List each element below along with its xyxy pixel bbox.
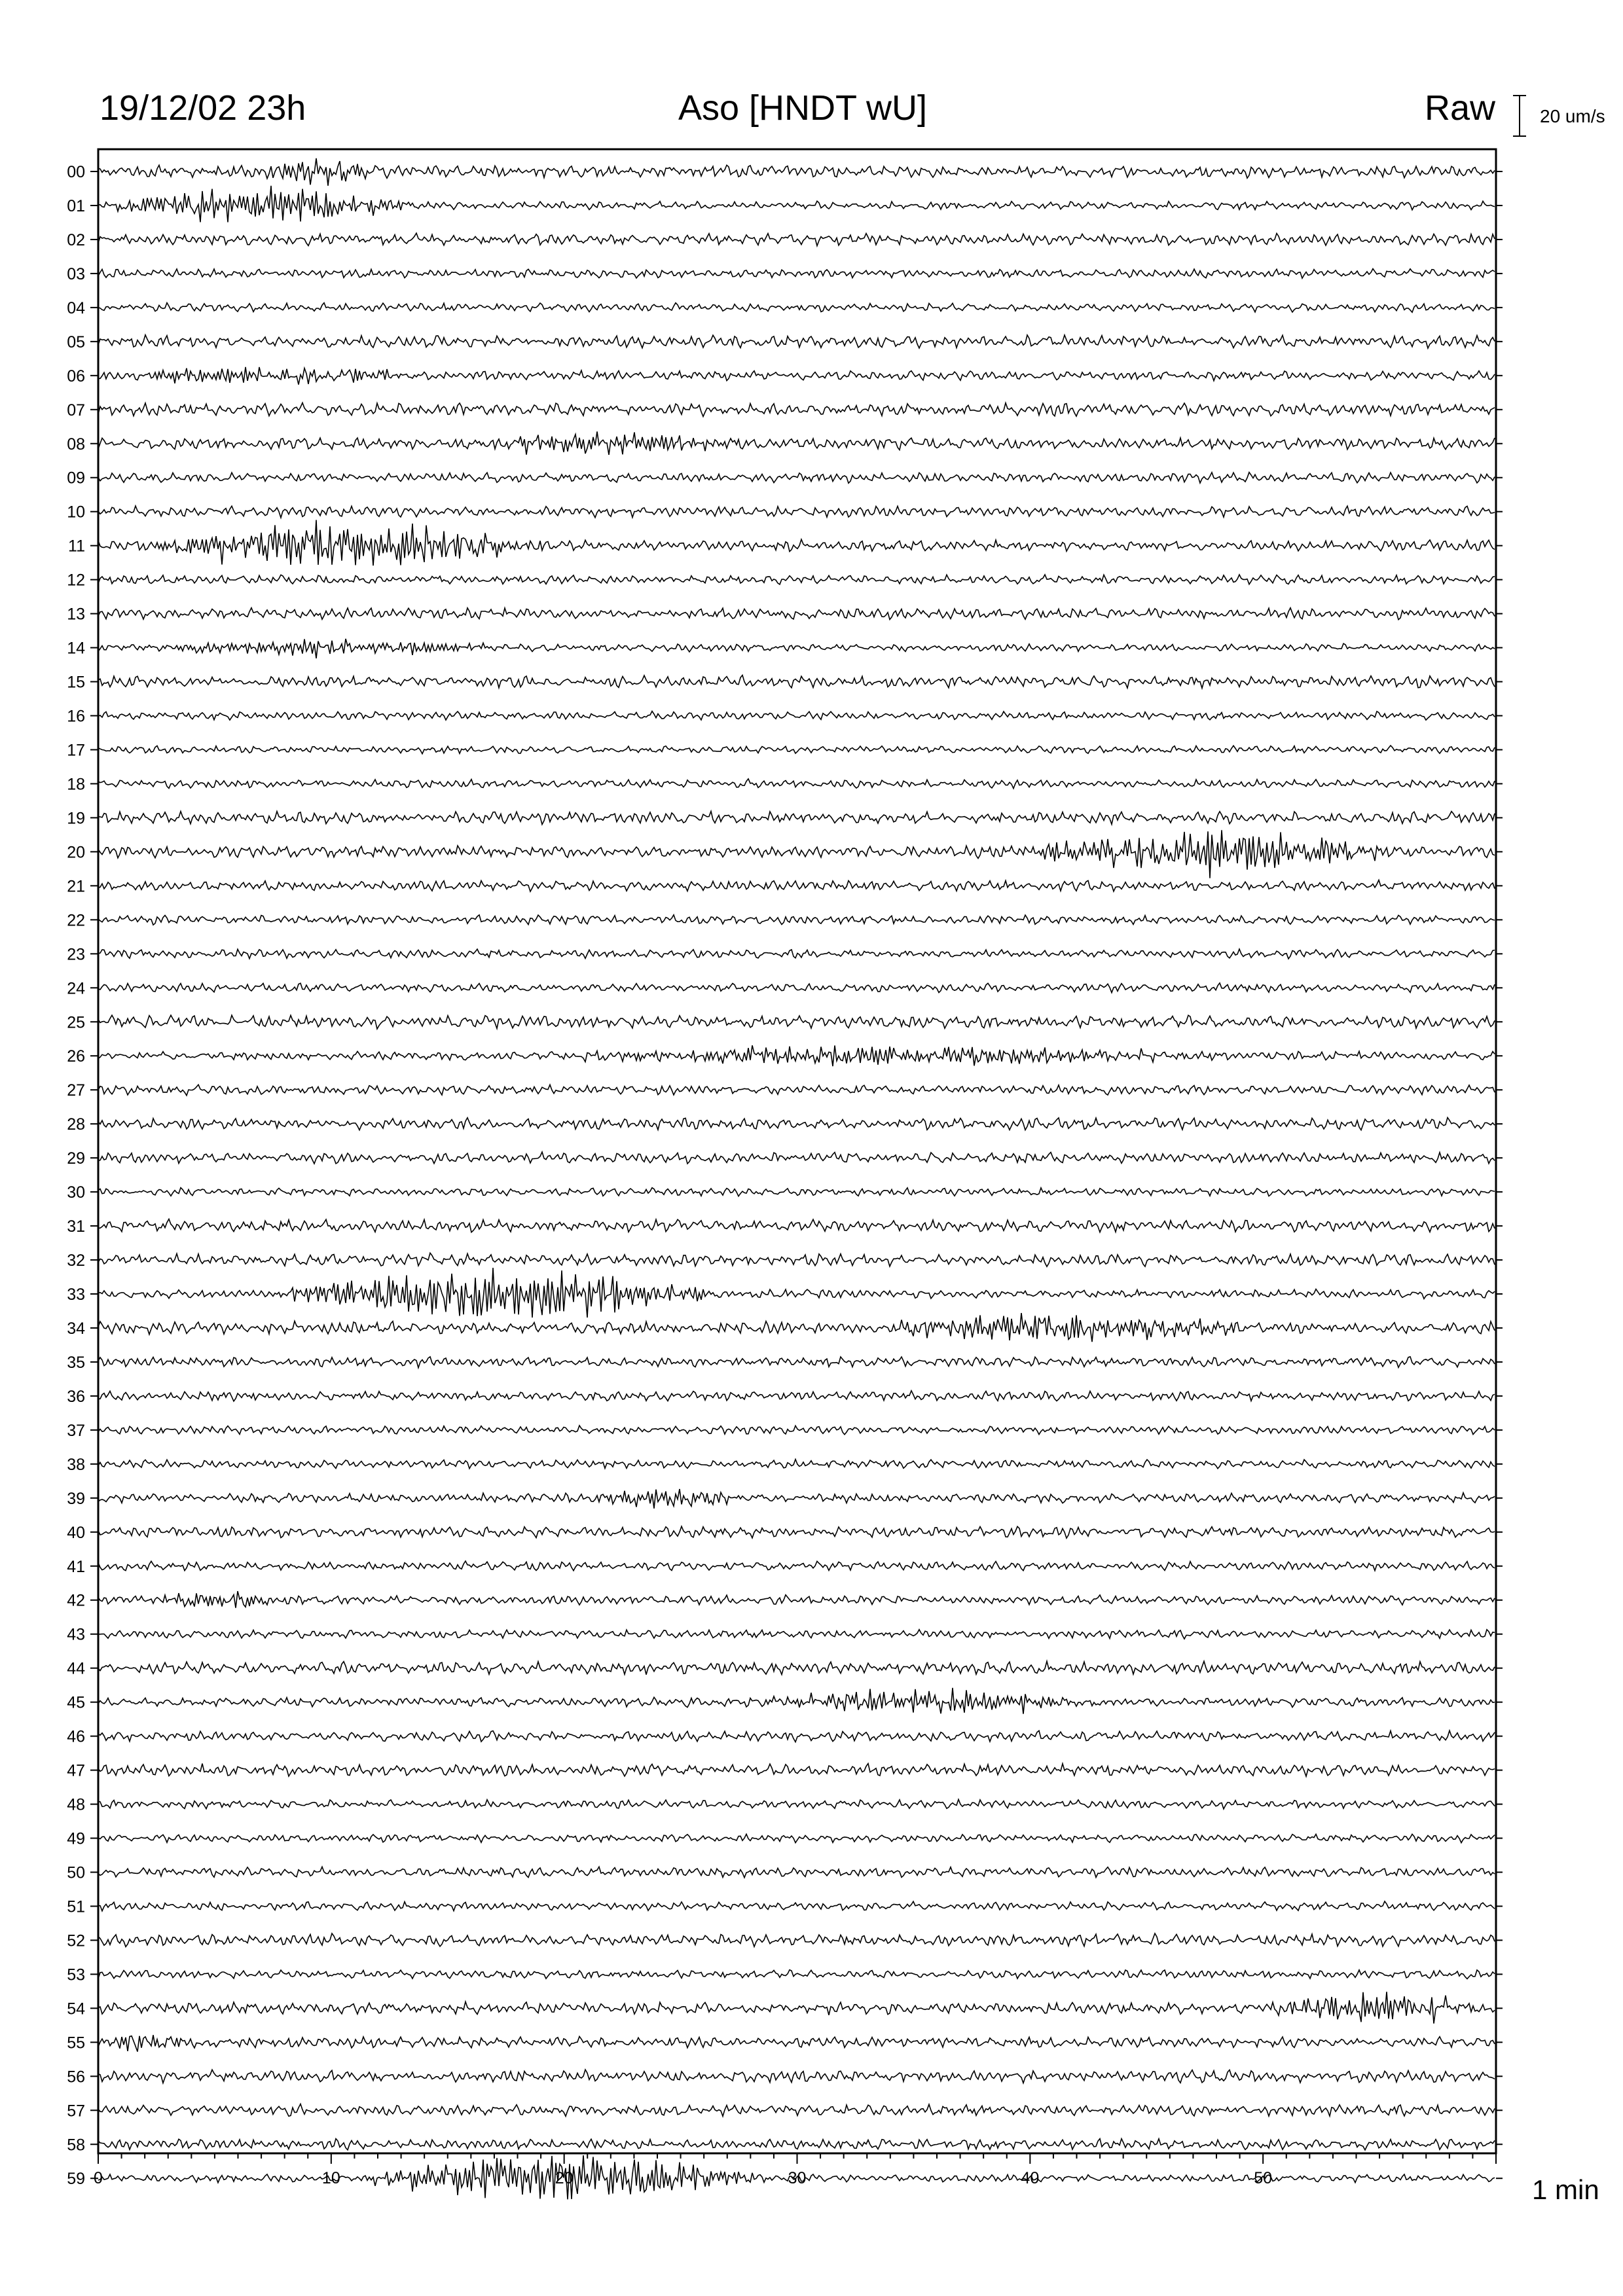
x-axis-unit-label: 1 min xyxy=(1532,2174,1599,2205)
row-label: 21 xyxy=(67,877,85,896)
mode-label: Raw xyxy=(1425,88,1496,128)
trace-07 xyxy=(98,403,1495,416)
trace-40 xyxy=(98,1526,1495,1538)
row-label: 03 xyxy=(67,264,85,283)
trace-37 xyxy=(98,1426,1495,1435)
row-label: 06 xyxy=(67,367,85,386)
row-label: 51 xyxy=(67,1897,85,1916)
row-label: 53 xyxy=(67,1965,85,1984)
trace-01 xyxy=(98,186,1495,223)
row-label: 34 xyxy=(67,1319,85,1338)
trace-11 xyxy=(98,520,1495,565)
trace-10 xyxy=(98,506,1495,518)
row-label: 00 xyxy=(67,163,85,181)
trace-25 xyxy=(98,1015,1495,1029)
trace-31 xyxy=(98,1219,1495,1232)
row-label: 41 xyxy=(67,1557,85,1576)
row-label: 27 xyxy=(67,1081,85,1100)
trace-27 xyxy=(98,1085,1495,1096)
x-tick-label: 30 xyxy=(788,2169,807,2187)
row-label: 16 xyxy=(67,707,85,726)
date-hour-label: 19/12/02 23h xyxy=(100,88,306,128)
trace-14 xyxy=(98,639,1495,658)
trace-36 xyxy=(98,1391,1495,1401)
row-label: 20 xyxy=(67,843,85,862)
row-label: 02 xyxy=(67,230,85,249)
trace-02 xyxy=(98,233,1495,245)
row-labels xyxy=(67,163,85,2188)
row-label: 29 xyxy=(67,1149,85,1168)
trace-41 xyxy=(98,1561,1495,1571)
trace-48 xyxy=(98,1799,1495,1809)
trace-21 xyxy=(98,880,1495,892)
row-label: 37 xyxy=(67,1421,85,1440)
trace-17 xyxy=(98,745,1495,754)
row-label: 07 xyxy=(67,401,85,420)
row-label: 24 xyxy=(67,979,85,998)
x-tick-label: 0 xyxy=(94,2169,103,2187)
row-label: 05 xyxy=(67,332,85,351)
trace-58 xyxy=(98,2139,1495,2150)
trace-19 xyxy=(98,812,1495,825)
row-label: 36 xyxy=(67,1387,85,1406)
row-label: 54 xyxy=(67,2000,85,2018)
row-label: 40 xyxy=(67,1523,85,1542)
trace-47 xyxy=(98,1763,1495,1776)
row-label: 56 xyxy=(67,2068,85,2087)
scale-bar-label: 20 um/s xyxy=(1540,106,1605,126)
trace-43 xyxy=(98,1630,1495,1639)
trace-08 xyxy=(98,431,1495,455)
row-label: 30 xyxy=(67,1183,85,1202)
trace-45 xyxy=(98,1688,1495,1714)
row-label: 22 xyxy=(67,911,85,930)
row-label: 50 xyxy=(67,1863,85,1882)
x-tick-label: 50 xyxy=(1254,2169,1273,2187)
row-label: 14 xyxy=(67,639,85,658)
trace-29 xyxy=(98,1152,1495,1164)
row-label: 45 xyxy=(67,1693,85,1712)
trace-54 xyxy=(98,1992,1495,2024)
trace-20 xyxy=(98,830,1495,878)
row-label: 48 xyxy=(67,1795,85,1814)
trace-09 xyxy=(98,473,1495,484)
row-label: 11 xyxy=(68,537,85,556)
trace-30 xyxy=(98,1188,1495,1196)
trace-23 xyxy=(98,949,1495,959)
trace-53 xyxy=(98,1970,1495,1979)
trace-32 xyxy=(98,1253,1495,1266)
row-label: 17 xyxy=(67,741,85,760)
x-tick-label: 20 xyxy=(555,2169,574,2187)
row-label: 52 xyxy=(67,1931,85,1950)
trace-16 xyxy=(98,711,1495,721)
row-label: 33 xyxy=(67,1285,85,1304)
trace-22 xyxy=(98,915,1495,925)
row-label: 46 xyxy=(67,1727,85,1746)
trace-46 xyxy=(98,1731,1495,1742)
trace-49 xyxy=(98,1834,1495,1842)
row-label: 12 xyxy=(67,571,85,590)
trace-44 xyxy=(98,1661,1495,1674)
row-label: 15 xyxy=(67,673,85,692)
row-label: 10 xyxy=(67,503,85,522)
trace-04 xyxy=(98,303,1495,313)
row-label: 55 xyxy=(67,2034,85,2053)
trace-33 xyxy=(98,1268,1495,1318)
trace-35 xyxy=(98,1357,1495,1368)
trace-05 xyxy=(98,335,1495,348)
x-tick-label: 40 xyxy=(1021,2169,1040,2187)
trace-52 xyxy=(98,1933,1495,1946)
trace-55 xyxy=(98,2035,1495,2051)
trace-03 xyxy=(98,269,1495,279)
row-label: 35 xyxy=(67,1353,85,1372)
row-label: 58 xyxy=(67,2136,85,2155)
row-label: 47 xyxy=(67,1761,85,1780)
trace-57 xyxy=(98,2104,1495,2117)
row-label: 28 xyxy=(67,1115,85,1134)
row-label: 26 xyxy=(67,1047,85,1066)
plot-frame xyxy=(98,149,1496,2153)
trace-34 xyxy=(98,1313,1495,1342)
trace-38 xyxy=(98,1460,1495,1469)
row-label: 38 xyxy=(67,1455,85,1474)
row-label: 39 xyxy=(67,1489,85,1508)
trace-15 xyxy=(98,675,1495,689)
trace-00 xyxy=(98,158,1495,186)
row-label: 42 xyxy=(67,1591,85,1610)
trace-06 xyxy=(98,367,1495,385)
row-label: 23 xyxy=(67,945,85,964)
trace-12 xyxy=(98,575,1495,584)
row-label: 13 xyxy=(67,605,85,624)
trace-50 xyxy=(98,1867,1495,1878)
row-label: 57 xyxy=(67,2102,85,2121)
trace-28 xyxy=(98,1118,1495,1130)
row-label: 44 xyxy=(67,1659,85,1678)
row-label: 18 xyxy=(67,775,85,794)
x-tick-label: 10 xyxy=(321,2169,340,2187)
row-label: 01 xyxy=(67,196,85,215)
trace-39 xyxy=(98,1489,1495,1509)
trace-51 xyxy=(98,1901,1495,1911)
trace-42 xyxy=(98,1591,1495,1608)
row-label: 32 xyxy=(67,1251,85,1270)
row-label: 04 xyxy=(67,298,85,317)
row-label: 09 xyxy=(67,469,85,488)
station-title: Aso [HNDT wU] xyxy=(678,88,928,128)
row-label: 25 xyxy=(67,1013,85,1032)
row-label: 08 xyxy=(67,435,85,454)
scale-bar-icon xyxy=(1513,96,1526,136)
row-label: 59 xyxy=(67,2170,85,2189)
trace-18 xyxy=(98,779,1495,789)
trace-56 xyxy=(98,2070,1495,2083)
row-label: 43 xyxy=(67,1625,85,1644)
trace-group xyxy=(90,158,1503,2199)
row-label: 49 xyxy=(67,1829,85,1848)
trace-26 xyxy=(98,1045,1495,1066)
trace-24 xyxy=(98,983,1495,993)
row-label: 31 xyxy=(67,1217,85,1236)
x-axis-ticks xyxy=(94,2153,1496,2187)
trace-13 xyxy=(98,608,1495,620)
row-label: 19 xyxy=(67,809,85,828)
